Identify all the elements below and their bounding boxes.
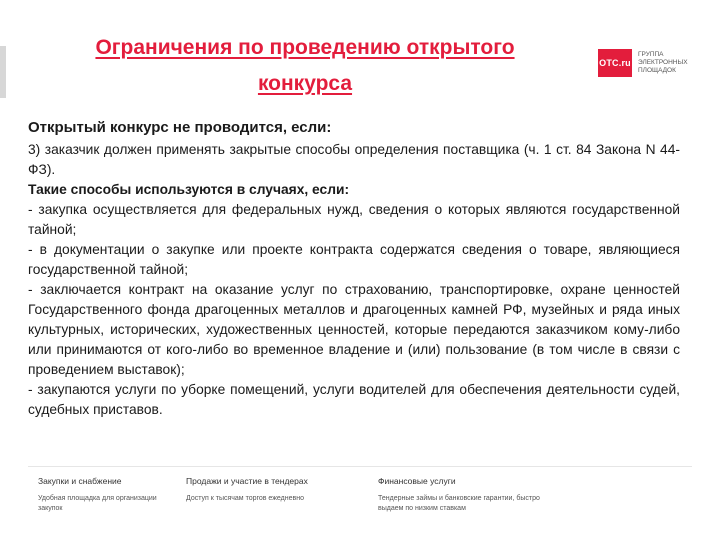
- logo-mark: ОТС.ru: [598, 49, 632, 77]
- logo-caption: [638, 51, 708, 75]
- intro-paragraph: 3) заказчик должен применять закрытые способы определения поставщика (ч. 1 ст. 84 Закона N 44-ФЗ).: [28, 142, 680, 177]
- footer-column-title: Продажи и участие в тендерах: [186, 476, 308, 486]
- content-subtitle: Открытый конкурс не проводится, если:: [28, 119, 332, 136]
- cases-heading: Такие способы используются в случаях, если:: [28, 182, 350, 197]
- footer-column-title: Закупки и снабжение: [38, 476, 122, 486]
- slide-title-line-2: конкурса: [257, 72, 353, 95]
- list-item: - в документации о закупке или проекте контракта содержатся сведения о товаре, являющиеся государственной тайной;: [28, 242, 680, 277]
- logo-caption-line: ГРУППА: [638, 51, 664, 58]
- footer-column-desc: Тендерные займы и банковские гарантии, быстро выдаем по низким ставкам: [378, 495, 540, 512]
- footer-column-sales: [186, 476, 366, 504]
- footer-column-title: Финансовые услуги: [378, 476, 456, 486]
- left-accent-bar: [0, 46, 6, 98]
- footer-column-desc: Удобная площадка для организации закупок: [38, 495, 157, 512]
- list-item: - закупка осуществляется для федеральных нужд, сведения о которых являются государственной тайной;: [28, 202, 680, 237]
- footer-column-desc: Доступ к тысячам торгов ежедневно: [186, 495, 304, 502]
- list-item: - заключается контракт на оказание услуг по страхованию, транспортировке, охране ценностей Государственного фонда драгоценных металлов и драгоценных камней РФ, музейных и ряда иных культурных, исторических, художественных ценностей, которые передаются заказчиком кому-либо или принимаются от кого-либо во временное владение и (или) пользование (в том числе в связи с проведением выставок);: [28, 282, 680, 377]
- footer-divider: [28, 466, 692, 467]
- company-logo: [598, 49, 708, 77]
- logo-caption-line: ПЛОЩАДОК: [638, 67, 676, 74]
- slide-title: [40, 30, 570, 102]
- list-item: - закупаются услуги по уборке помещений, услуги водителей для обеспечения деятельности судей, судебных приставов.: [28, 382, 680, 417]
- footer-column-finance: [378, 476, 548, 514]
- footer-column-procurement: [38, 476, 168, 514]
- slide-title-line-1: Ограничения по проведению открытого: [95, 36, 515, 59]
- slide-content: [28, 118, 680, 420]
- logo-caption-line: ЭЛЕКТРОННЫХ: [638, 59, 688, 66]
